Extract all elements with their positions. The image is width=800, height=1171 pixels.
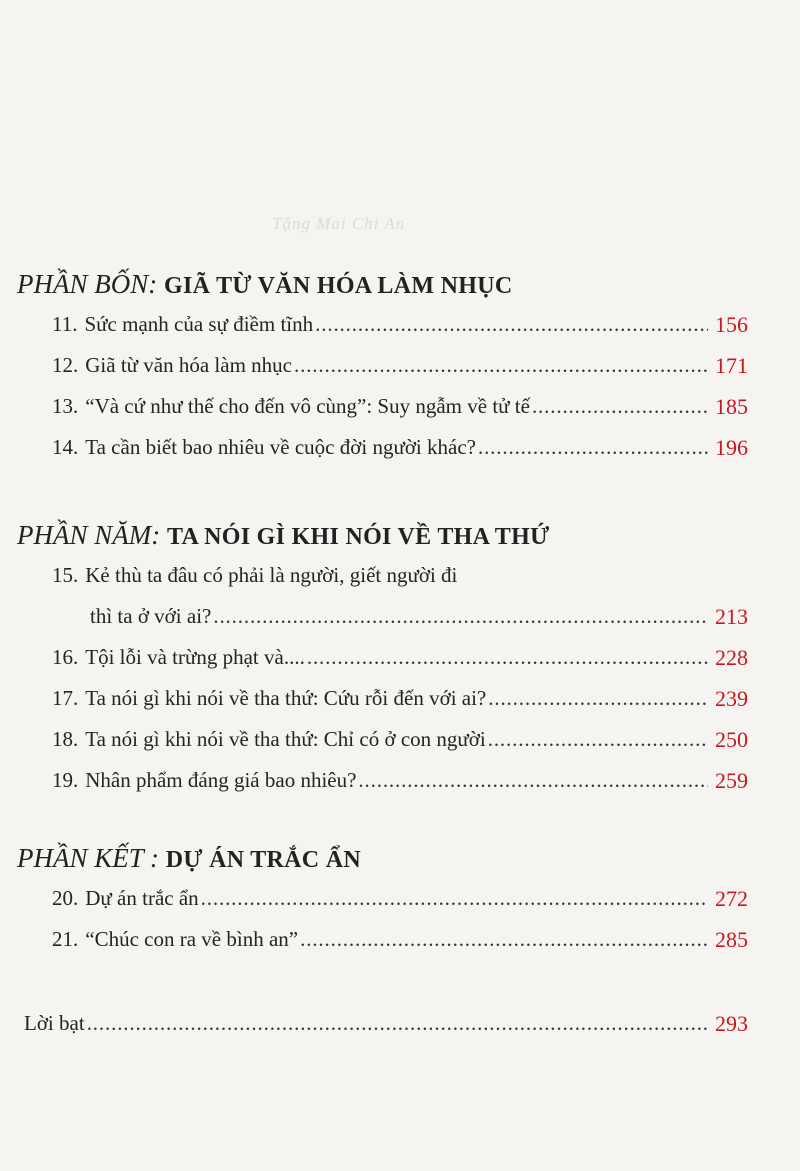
chapter-title: Sức mạnh của sự điềm tĩnh (84, 312, 314, 336)
dot-leader (488, 719, 708, 760)
chapter-number: 11. (52, 312, 78, 336)
chapter-number: 14. (52, 435, 79, 459)
chapter-title: Ta cần biết bao nhiêu về cuộc đời người khác? (85, 435, 476, 459)
epilogue-section (0, 1003, 800, 1044)
page-number: 285 (715, 927, 748, 952)
chapter-number: 20. (52, 886, 79, 910)
chapter-number: 12. (52, 353, 79, 377)
part-label: PHẦN BỐN: (17, 269, 158, 299)
chapter-title: Nhân phẩm đáng giá bao nhiêu? (85, 768, 357, 792)
toc-entry-14[interactable] (0, 427, 800, 468)
toc-entry-11[interactable] (0, 304, 800, 345)
epilogue-title: Lời bạt (24, 1011, 85, 1035)
part-title: DỰ ÁN TRẮC ẨN (165, 847, 361, 873)
page-number: 250 (715, 727, 748, 752)
page-number: 213 (715, 604, 748, 629)
dot-leader (87, 1003, 708, 1044)
toc-entry-21[interactable] (0, 919, 800, 960)
page-number: 228 (715, 645, 748, 670)
chapter-number: 17. (52, 686, 79, 710)
watermark: Tặng Mai Chi An (272, 214, 406, 233)
part-four-heading (17, 264, 800, 304)
dot-leader (201, 878, 708, 919)
toc-entry-epilogue[interactable] (0, 1003, 800, 1044)
dot-leader (307, 637, 708, 678)
toc-entry-16[interactable] (0, 637, 800, 678)
chapter-number: 13. (52, 394, 79, 418)
dot-leader (213, 596, 708, 637)
toc-entry-15[interactable] (0, 555, 800, 637)
part-label: PHẦN NĂM: (17, 520, 161, 550)
dot-leader (315, 304, 708, 345)
toc-entry-19[interactable] (0, 760, 800, 801)
part-ket-section (0, 838, 800, 960)
dot-leader (294, 345, 708, 386)
chapter-number: 15. (52, 563, 79, 587)
toc-entry-12[interactable] (0, 345, 800, 386)
dot-leader (300, 919, 708, 960)
dot-leader (478, 427, 708, 468)
dot-leader (358, 760, 708, 801)
chapter-title: Tội lỗi và trừng phạt và.... (85, 645, 305, 669)
chapter-title-line2: thì ta ở với ai? (90, 604, 212, 628)
toc-entry-18[interactable] (0, 719, 800, 760)
page-number: 171 (715, 353, 748, 378)
page-number: 239 (715, 686, 748, 711)
part-five-section (0, 515, 800, 801)
page-number: 272 (715, 886, 748, 911)
page-number: 259 (715, 768, 748, 793)
page-number: 293 (715, 1011, 748, 1036)
chapter-title: Kẻ thù ta đâu có phải là người, giết người đi (85, 563, 458, 587)
chapter-number: 16. (52, 645, 79, 669)
part-title: TA NÓI GÌ KHI NÓI VỀ THA THỨ (166, 524, 550, 550)
dot-leader (532, 386, 708, 427)
chapter-title: Ta nói gì khi nói về tha thứ: Chỉ có ở con người (85, 727, 486, 751)
part-five-heading (17, 515, 800, 555)
chapter-number: 19. (52, 768, 79, 792)
chapter-title: “Và cứ như thế cho đến vô cùng”: Suy ngẫm về tử tế (85, 394, 530, 418)
chapter-title: Ta nói gì khi nói về tha thứ: Cứu rỗi đến với ai? (85, 686, 487, 710)
page-number: 156 (715, 312, 748, 337)
chapter-title: Giã từ văn hóa làm nhục (85, 353, 292, 377)
chapter-number: 18. (52, 727, 79, 751)
chapter-number: 21. (52, 927, 79, 951)
page-number: 196 (715, 435, 748, 460)
toc-entry-13[interactable] (0, 386, 800, 427)
part-four-section (0, 264, 800, 468)
part-title: GIÃ TỪ VĂN HÓA LÀM NHỤC (163, 273, 513, 299)
chapter-title: “Chúc con ra về bình an” (85, 927, 299, 951)
part-label: PHẦN KẾT : (17, 843, 160, 873)
toc-entry-17[interactable] (0, 678, 800, 719)
dot-leader (488, 678, 708, 719)
page-number: 185 (715, 394, 748, 419)
toc-entry-20[interactable] (0, 878, 800, 919)
part-ket-heading (17, 838, 800, 878)
chapter-title: Dự án trắc ẩn (85, 886, 199, 910)
